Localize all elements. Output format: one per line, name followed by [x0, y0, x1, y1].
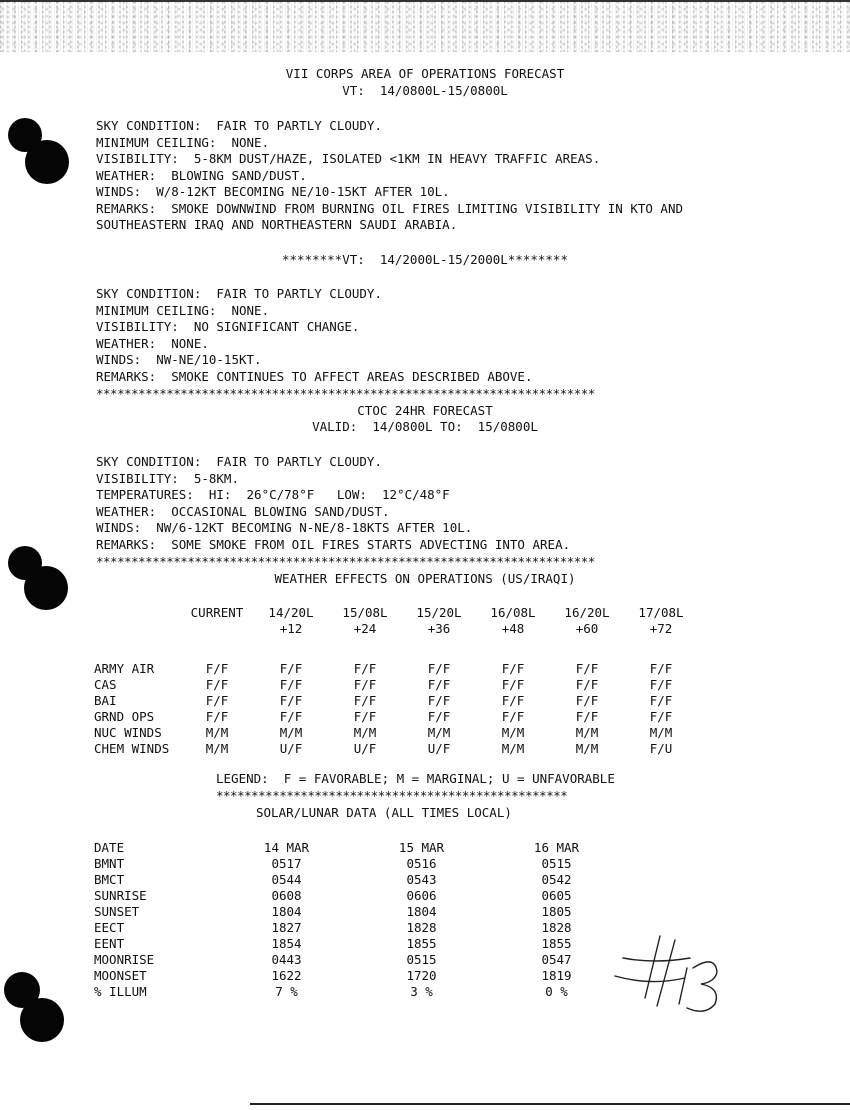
- forecast-line: MINIMUM CEILING: NONE.: [96, 135, 270, 150]
- forecast-line: SOUTHEASTERN IRAQ AND NORTHEASTERN SAUDI ARABIA.: [96, 217, 458, 232]
- binder-hole: [20, 998, 64, 1042]
- table-row: BAI F/F F/F F/F F/F F/F F/F F/F: [94, 693, 673, 708]
- table-row: EECT 1827 1828 1828: [94, 920, 572, 935]
- table-row: BMCT 0544 0543 0542: [94, 872, 572, 887]
- ctoc-line: WEATHER: OCCASIONAL BLOWING SAND/DUST.: [96, 504, 390, 519]
- column-header: CURRENT: [190, 605, 244, 620]
- ctoc-line: REMARKS: SOME SMOKE FROM OIL FIRES STARTS ADVECTING INTO AREA.: [96, 537, 571, 552]
- column-header: 14/20L: [268, 605, 314, 620]
- separator: ***********************************************************************: [96, 386, 595, 401]
- binder-hole: [25, 140, 69, 184]
- column-subheader: +60: [575, 621, 599, 636]
- weather-effects-table: [94, 605, 698, 757]
- effects-title: WEATHER EFFECTS ON OPERATIONS (US/IRAQI): [274, 571, 576, 586]
- table-row: GRND OPS F/F F/F F/F F/F F/F F/F F/F: [94, 709, 673, 724]
- table-row: BMNT 0517 0516 0515: [94, 856, 572, 871]
- top-rule: [0, 0, 850, 2]
- column-header: 15/08L: [342, 605, 388, 620]
- forecast-line: SKY CONDITION: FAIR TO PARTLY CLOUDY.: [96, 286, 382, 301]
- forecast-valid-time-2: ********VT: 14/2000L-15/2000L********: [282, 252, 568, 267]
- column-header: 16/20L: [564, 605, 610, 620]
- handwritten-number-mark: [605, 928, 735, 1018]
- forecast-line: VISIBILITY: 5-8KM DUST/HAZE, ISOLATED <1KM IN HEAVY TRAFFIC AREAS.: [96, 151, 601, 166]
- table-row: SUNRISE 0608 0606 0605: [94, 888, 572, 903]
- column-subheader: +48: [501, 621, 525, 636]
- column-subheader: +24: [353, 621, 377, 636]
- table-header-row: [94, 605, 698, 621]
- table-row: CHEM WINDS M/M U/F U/F U/F M/M M/M F/U: [94, 741, 673, 756]
- forecast-line: REMARKS: SMOKE CONTINUES TO AFFECT AREAS DESCRIBED ABOVE.: [96, 369, 533, 384]
- column-header: 17/08L: [638, 605, 684, 620]
- column-subheader: +72: [649, 621, 673, 636]
- forecast-line: WINDS: W/8-12KT BECOMING NE/10-15KT AFTER 10L.: [96, 184, 450, 199]
- table-row: MOONSET 1622 1720 1819: [94, 968, 572, 983]
- bottom-rule: [250, 1103, 850, 1105]
- column-subheader: +36: [427, 621, 451, 636]
- table-row: NUC WINDS M/M M/M M/M M/M M/M M/M M/M: [94, 725, 673, 740]
- ctoc-line: SKY CONDITION: FAIR TO PARTLY CLOUDY.: [96, 454, 382, 469]
- ctoc-line: TEMPERATURES: HI: 26°C/78°F LOW: 12°C/48°F: [96, 487, 450, 502]
- forecast-line: SKY CONDITION: FAIR TO PARTLY CLOUDY.: [96, 118, 382, 133]
- column-subheader: +12: [279, 621, 303, 636]
- solar-lunar-table: [94, 840, 624, 1000]
- table-row: DATE 14 MAR 15 MAR 16 MAR: [94, 840, 580, 855]
- forecast-line: VISIBILITY: NO SIGNIFICANT CHANGE.: [96, 319, 360, 334]
- column-header: 15/20L: [416, 605, 462, 620]
- table-row: MOONRISE 0443 0515 0547: [94, 952, 572, 967]
- separator: ***********************************************************************: [96, 554, 595, 569]
- table-row: SUNSET 1804 1804 1805: [94, 904, 572, 919]
- table-header-row: [94, 621, 698, 637]
- solar-title: SOLAR/LUNAR DATA (ALL TIMES LOCAL): [256, 805, 512, 820]
- forecast-title: VII CORPS AREA OF OPERATIONS FORECAST: [285, 66, 565, 81]
- ctoc-title: CTOC 24HR FORECAST: [357, 403, 493, 418]
- table-row: CAS F/F F/F F/F F/F F/F F/F F/F: [94, 677, 673, 692]
- forecast-line: WEATHER: NONE.: [96, 336, 209, 351]
- column-header: 16/08L: [490, 605, 536, 620]
- ctoc-line: WINDS: NW/6-12KT BECOMING N-NE/8-18KTS AFTER 10L.: [96, 520, 473, 535]
- forecast-line: WEATHER: BLOWING SAND/DUST.: [96, 168, 307, 183]
- scan-noise: [0, 0, 850, 52]
- forecast-line: WINDS: NW-NE/10-15KT.: [96, 352, 262, 367]
- ctoc-valid-time: VALID: 14/0800L TO: 15/0800L: [312, 419, 538, 434]
- forecast-valid-time: VT: 14/0800L-15/0800L: [342, 83, 508, 98]
- table-row: ARMY AIR F/F F/F F/F F/F F/F F/F F/F: [94, 661, 673, 676]
- table-row: EENT 1854 1855 1855: [94, 936, 572, 951]
- ctoc-line: VISIBILITY: 5-8KM.: [96, 471, 239, 486]
- legend: LEGEND: F = FAVORABLE; M = MARGINAL; U = UNFAVORABLE: [216, 771, 615, 786]
- table-row: % ILLUM 7 % 3 % 0 %: [94, 984, 568, 999]
- forecast-line: MINIMUM CEILING: NONE.: [96, 303, 270, 318]
- separator: **************************************************: [216, 788, 568, 803]
- forecast-line: REMARKS: SMOKE DOWNWIND FROM BURNING OIL FIRES LIMITING VISIBILITY IN KTO AND: [96, 201, 683, 216]
